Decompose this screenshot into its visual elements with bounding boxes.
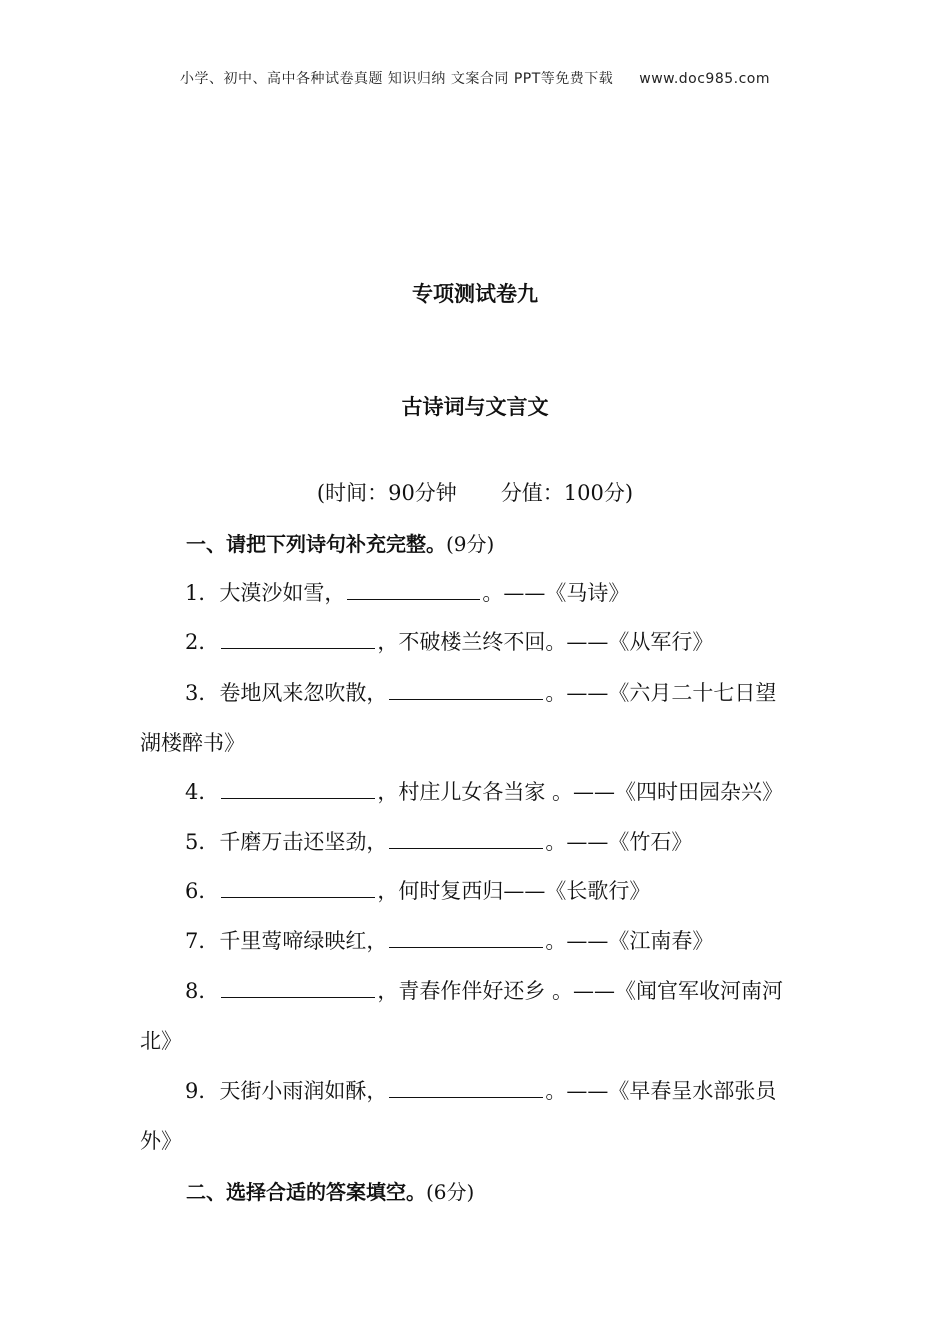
answer-blank[interactable] <box>389 828 543 849</box>
question-number: 8． <box>185 979 220 1003</box>
question-suffix: 。——《马诗》 <box>482 581 630 605</box>
question-7 <box>185 925 713 955</box>
question-suffix: 。——《早春呈水部张员 <box>545 1079 777 1103</box>
question-suffix: ，何时复西归——《长歌行》 <box>377 879 651 903</box>
section-2-points: (6分) <box>426 1180 475 1204</box>
question-suffix: ，村庄儿女各当家 。——《四时田园杂兴》 <box>377 780 784 804</box>
answer-blank[interactable] <box>389 679 543 700</box>
header-text: 小学、初中、高中各种试卷真题 知识归纳 文案合同 PPT等免费下载 <box>179 71 614 87</box>
question-suffix: 。——《六月二十七日望 <box>545 681 777 705</box>
question-number: 5． <box>185 830 220 854</box>
page-header <box>0 68 950 88</box>
question-number: 1． <box>185 581 220 605</box>
question-6 <box>185 875 650 905</box>
question-9-continuation: 外》 <box>140 1129 182 1153</box>
question-prefix: 卷地风来忽吹散， <box>219 681 388 705</box>
question-number: 7． <box>185 929 220 953</box>
question-number: 9． <box>185 1079 220 1103</box>
time-label: (时间：90分钟 <box>316 481 457 505</box>
section-1-points: (9分) <box>446 532 495 556</box>
header-url[interactable]: www.doc985.com <box>639 71 771 87</box>
question-9 <box>185 1075 776 1105</box>
question-number: 3． <box>185 681 220 705</box>
document-title: 专项测试卷九 <box>412 282 538 306</box>
answer-blank[interactable] <box>221 628 375 649</box>
question-number: 4． <box>185 780 220 804</box>
question-number: 6． <box>185 879 220 903</box>
question-suffix: 。——《竹石》 <box>545 830 693 854</box>
section-1-title: 一、请把下列诗句补充完整。 <box>186 532 446 556</box>
question-suffix: ，青春作伴好还乡 。——《闻官军收河南河 <box>377 979 784 1003</box>
question-prefix: 千里莺啼绿映红， <box>219 929 388 953</box>
question-8-continuation: 北》 <box>140 1029 182 1053</box>
section-1-heading <box>186 528 494 557</box>
exam-info <box>0 477 950 507</box>
section-2-heading <box>186 1176 474 1205</box>
question-prefix: 天街小雨润如酥， <box>219 1079 388 1103</box>
question-number: 2． <box>185 630 220 654</box>
question-suffix: ，不破楼兰终不回。——《从军行》 <box>377 630 714 654</box>
question-3 <box>185 677 776 707</box>
question-8 <box>185 975 783 1005</box>
question-1 <box>185 577 629 607</box>
answer-blank[interactable] <box>221 877 375 898</box>
document-subtitle: 古诗词与文言文 <box>401 395 549 419</box>
question-4 <box>185 776 783 806</box>
section-2-title: 二、选择合适的答案填空。 <box>186 1180 426 1204</box>
answer-blank[interactable] <box>389 1077 543 1098</box>
question-5 <box>185 826 692 856</box>
question-2 <box>185 626 713 656</box>
score-label: 分值：100分) <box>500 481 634 505</box>
question-prefix: 千磨万击还坚劲， <box>219 830 388 854</box>
question-prefix: 大漠沙如雪， <box>219 581 346 605</box>
question-3-continuation: 湖楼醉书》 <box>140 731 245 755</box>
question-suffix: 。——《江南春》 <box>545 929 714 953</box>
answer-blank[interactable] <box>389 927 543 948</box>
answer-blank[interactable] <box>221 977 375 998</box>
answer-blank[interactable] <box>221 778 375 799</box>
answer-blank[interactable] <box>347 579 480 600</box>
